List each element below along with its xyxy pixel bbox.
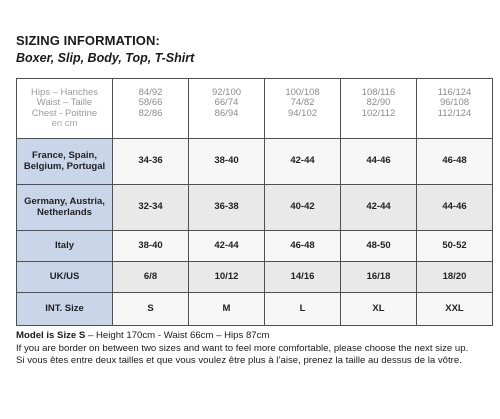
size-cell: 44-46 bbox=[341, 139, 417, 185]
size-cell: 48-50 bbox=[341, 231, 417, 262]
hips-value: 84/92 bbox=[138, 87, 163, 98]
waist-value: 66/74 bbox=[214, 97, 239, 109]
chest-label: Chest - Poitrine bbox=[31, 107, 98, 119]
size-cell: XXL bbox=[417, 293, 493, 326]
table-row bbox=[17, 293, 493, 326]
waist-value: 58/66 bbox=[138, 97, 163, 109]
hips-value: 100/108 bbox=[285, 87, 320, 98]
country-label: Italy bbox=[17, 231, 113, 262]
size-chart-table bbox=[16, 78, 493, 326]
chest-value: 94/102 bbox=[287, 107, 318, 119]
size-cell: L bbox=[265, 293, 341, 326]
waist-value: 74/82 bbox=[290, 97, 315, 109]
measurement-cell bbox=[417, 79, 493, 139]
country-label: INT. Size bbox=[17, 293, 113, 326]
size-cell: 34-36 bbox=[113, 139, 189, 185]
table-row bbox=[17, 262, 493, 293]
table-row bbox=[17, 231, 493, 262]
size-cell: 42-44 bbox=[341, 185, 417, 231]
waist-label: Waist – Taille bbox=[36, 97, 93, 109]
size-cell: 44-46 bbox=[417, 185, 493, 231]
french-sizing-advice: Si vous êtes entre deux tailles et que vous voulez être plus à l’aise, prenez la taille au dessus de la vôtre. bbox=[16, 355, 462, 367]
model-size-note bbox=[16, 330, 496, 343]
hips-value: 108/116 bbox=[361, 87, 396, 98]
sizing-notes bbox=[16, 330, 496, 368]
measurements-row bbox=[17, 79, 493, 139]
size-cell: 38-40 bbox=[189, 139, 265, 185]
hips-value: 92/100 bbox=[211, 87, 242, 98]
size-cell: 42-44 bbox=[189, 231, 265, 262]
size-cell: S bbox=[113, 293, 189, 326]
measurement-cell bbox=[265, 79, 341, 139]
size-cell: 32-34 bbox=[113, 185, 189, 231]
chest-value: 82/86 bbox=[138, 107, 163, 119]
model-size-lead: Model is Size S bbox=[16, 330, 86, 341]
chest-value: 86/94 bbox=[214, 107, 239, 119]
size-cell: 36-38 bbox=[189, 185, 265, 231]
size-cell: 10/12 bbox=[189, 262, 265, 293]
size-cell: XL bbox=[341, 293, 417, 326]
country-label: UK/US bbox=[17, 262, 113, 293]
size-cell: 50-52 bbox=[417, 231, 493, 262]
size-cell: 40-42 bbox=[265, 185, 341, 231]
measurement-cell bbox=[189, 79, 265, 139]
chest-value: 102/112 bbox=[361, 107, 396, 119]
table-row bbox=[17, 139, 493, 185]
size-cell: 14/16 bbox=[265, 262, 341, 293]
country-label: France, Spain, Belgium, Portugal bbox=[17, 139, 113, 185]
page-subtitle: Boxer, Slip, Body, Top, T-Shirt bbox=[16, 51, 195, 65]
hips-label: Hips – Hanches bbox=[30, 87, 99, 98]
waist-value: 82/90 bbox=[366, 97, 391, 109]
hips-value: 116/124 bbox=[437, 87, 472, 98]
size-cell: 42-44 bbox=[265, 139, 341, 185]
waist-value: 96/108 bbox=[439, 97, 470, 109]
size-cell: 46-48 bbox=[417, 139, 493, 185]
measurements-label-cell bbox=[17, 79, 113, 139]
size-cell: 46-48 bbox=[265, 231, 341, 262]
size-cell: 38-40 bbox=[113, 231, 189, 262]
size-cell: 16/18 bbox=[341, 262, 417, 293]
measurement-cell bbox=[113, 79, 189, 139]
chest-value: 112/124 bbox=[437, 107, 472, 119]
model-measurements: – Height 170cm - Waist 66cm – Hips 87cm bbox=[85, 330, 270, 341]
size-cell: M bbox=[189, 293, 265, 326]
unit-label: en cm bbox=[51, 117, 78, 129]
size-cell: 18/20 bbox=[417, 262, 493, 293]
table-row bbox=[17, 185, 493, 231]
size-cell: 6/8 bbox=[113, 262, 189, 293]
country-label: Germany, Austria, Netherlands bbox=[17, 185, 113, 231]
page-title: SIZING INFORMATION: bbox=[16, 33, 160, 48]
english-sizing-advice: If you are border on between two sizes and want to feel more comfortable, please choose the next size up. bbox=[16, 342, 469, 354]
measurement-cell bbox=[341, 79, 417, 139]
